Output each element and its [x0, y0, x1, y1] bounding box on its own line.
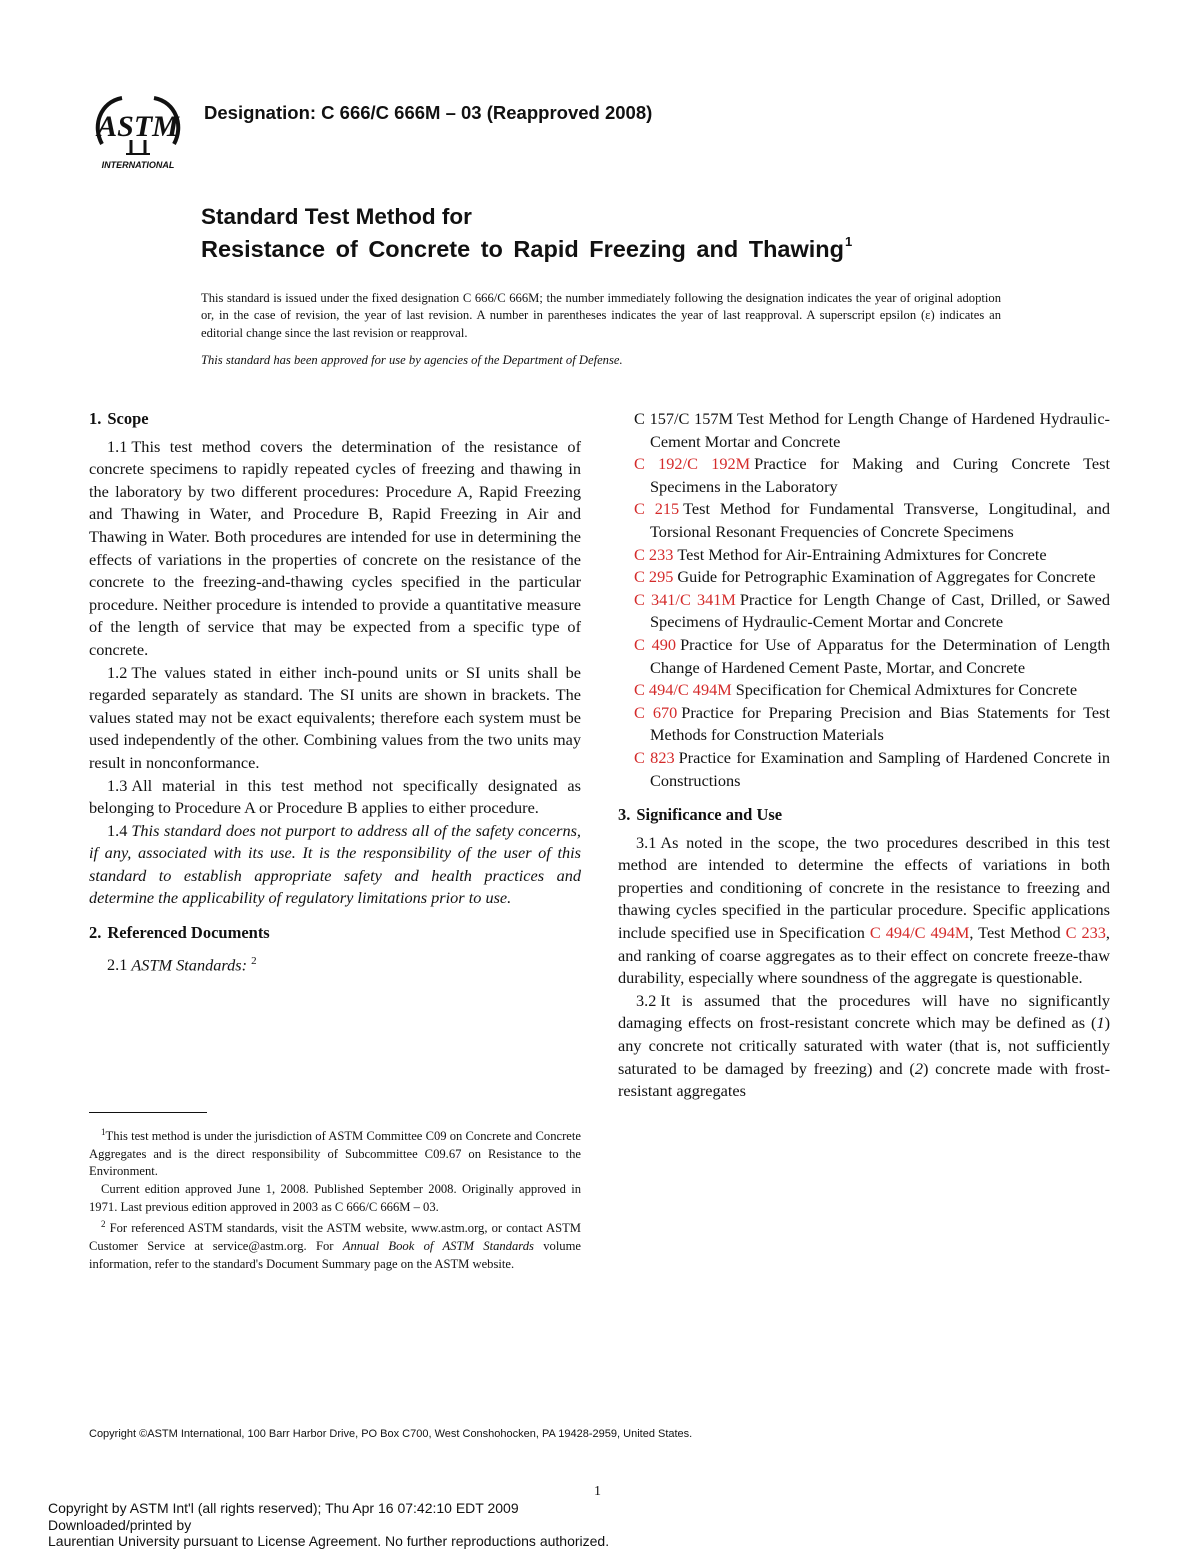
reference-link[interactable]: C 670: [634, 702, 678, 722]
paragraph-2-1: 2.1 ASTM Standards: $^2$: [107, 954, 257, 975]
reference-item: C 192/C 192M Practice for Making and Curing Concrete Test Specimens in the Laboratory: [634, 454, 1110, 496]
inline-reference-link[interactable]: C 233: [1065, 923, 1106, 943]
reference-item: C 823 Practice for Examination and Sampling of Hardened Concrete in Constructions: [634, 747, 1110, 790]
reference-link[interactable]: C 823: [634, 747, 675, 767]
paragraph-3-2: 3.2 It is assumed that the procedures will have no significantly damaging effects on frost-resistant concrete which may be defined as (1) any concrete not critically saturated with water (that is, not sufficiently saturated to be damaged by freezing) and (2) concrete made with frost-resistant aggregates: [618, 990, 1110, 1101]
reference-item: C 157/C 157M Test Method for Length Change of Hardened Hydraulic-Cement Mortar and Concrete: [634, 409, 1110, 451]
reference-item: C 233 Test Method for Air-Entraining Admixtures for Concrete: [634, 544, 1047, 564]
inline-reference-link[interactable]: C 494/C 494M: [869, 923, 970, 943]
section-heading-referenced-documents: 2. Referenced Documents: [89, 923, 270, 943]
paragraph-1-3: 1.3 All material in this test method not specifically designated as belonging to Procedure A or Procedure B applies to either procedure.: [89, 775, 581, 818]
reference-link[interactable]: C 295: [634, 567, 674, 587]
designation: Designation: C 666/C 666M – 03 (Reapproved 2008): [204, 102, 653, 123]
paragraph-1-1: 1.1 This test method covers the determination of the resistance of concrete specimens to rapidly repeated cycles of freezing and thawing in the laboratory by two different procedures: Procedure A, Rapid Freezing and Thawing in Water, and Procedure B, Rapid Freezing in Air and Thawing in Water. Both procedures are intended for use in determining the effects of variations in the properties of concrete on the resistance of the concrete to the freezing-and-thawing cycles specified in the particular procedure. Neither procedure is intended to provide a quantitative measure of the length of service that may be expected from a specific type of concrete.: [89, 436, 581, 659]
reference-item: C 341/C 341M Practice for Length Change of Cast, Drilled, or Sawed Specimens of Hydraulic-Cement Mortar and Concrete: [634, 589, 1110, 632]
paragraph-1-2: 1.2 The values stated in either inch-pound units or SI units shall be regarded separately as standard. The SI units are shown in brackets. The values stated may not be exact equivalents; therefore each system must be used independently of the other. Combining values from the two units may result in nonconformance.: [89, 662, 581, 772]
reference-code: C 157/C 157M: [634, 409, 734, 428]
title-line-1: Standard Test Method for: [201, 204, 472, 229]
section-heading-scope: 1. Scope: [89, 409, 149, 428]
section-heading-significance: 3. Significance and Use: [618, 805, 783, 825]
copyright-line: Copyright ©ASTM International, 100 Barr Harbor Drive, PO Box C700, West Conshohocken, PA 19428-2959, United States.: [89, 1428, 693, 1440]
license-notice: [48, 1500, 609, 1550]
reference-item: C 494/C 494M Specification for Chemical Admixtures for Concrete: [634, 680, 1078, 700]
paragraph-3-1: 3.1 As noted in the scope, the two procedures described in this test method are intended to determine the effects of variations in both properties and conditioning of concrete in the resistance to freezing and thawing cycles specified in the particular procedure. Specific applications include specified use in Specification C 494/C 494M, Test Method C 233, and ranking of coarse aggregates as to their effect on concrete freeze-thaw durability, especially where soundness of the aggregate is questionable.: [618, 832, 1110, 988]
issue-note: This standard is issued under the fixed designation C 666/C 666M; the number immediately following the designation indicates the year of original adoption or, in the case of revision, the year of last revision. A number in parentheses indicates the year of last reapproval. A superscript epsilon (ε) indicates an editorial change since the last revision or reapproval.: [201, 291, 1001, 340]
reference-link[interactable]: C 490: [634, 634, 677, 654]
footnote-1: $^1$This test method is under the jurisdiction of ASTM Committee C09 on Concrete and Concrete Aggregates and is the direct responsibility of Subcommittee C09.67 on Resistance to the Environment.: [89, 1127, 581, 1179]
dod-note: This standard has been approved for use by agencies of the Department of Defense.: [201, 353, 623, 367]
footnote-rule: [89, 1112, 207, 1113]
right-column: [618, 408, 1110, 1103]
paragraph-1-4: 1.4 This standard does not purport to address all of the safety concerns, if any, associated with its use. It is the responsibility of the user of this standard to establish appropriate safety and health practices and determine the applicability of regulatory limitations prior to use.: [89, 820, 581, 908]
footnote-1-edition: Current edition approved June 1, 2008. Published September 2008. Originally approved in 1971. Last previous edition approved in 2003 as C 666/C 666M – 03.: [89, 1181, 581, 1214]
footnotes: [89, 1124, 581, 1273]
license-line-2: Downloaded/printed by: [48, 1516, 192, 1533]
title-line-2: [201, 234, 852, 263]
title-footnote-mark: 1: [845, 234, 853, 249]
reference-link[interactable]: C 192/C 192M: [634, 454, 751, 474]
footnote-2: $^2$ For referenced ASTM standards, visit the ASTM website, www.astm.org, or contact ASTM Customer Service at service@astm.org. For Annual Book of ASTM Standards volume information, refer to the standard's Document Summary page on the ASTM website.: [89, 1219, 581, 1271]
reference-link[interactable]: C 341/C 341M: [634, 589, 736, 609]
left-column: [89, 408, 581, 977]
logo-text: ASTM: [97, 110, 179, 143]
reference-link[interactable]: C 494/C 494M: [634, 680, 732, 700]
reference-item: C 295 Guide for Petrographic Examination of Aggregates for Concrete: [634, 567, 1096, 587]
reference-item: C 670 Practice for Preparing Precision and Bias Statements for Test Methods for Construction Materials: [634, 702, 1110, 745]
title-text: Resistance of Concrete to Rapid Freezing and Thawing: [201, 236, 845, 262]
reference-link[interactable]: C 215: [634, 499, 680, 519]
page-number: 1: [594, 1484, 601, 1499]
reference-list: [618, 408, 1110, 792]
license-line-3: Laurentian University pursuant to License Agreement. No further reproductions authorized.: [48, 1533, 610, 1549]
reference-link[interactable]: C 233: [634, 544, 674, 564]
logo-subtext: INTERNATIONAL: [101, 160, 175, 170]
astm-logo: [88, 92, 188, 172]
reference-item: C 490 Practice for Use of Apparatus for the Determination of Length Change of Hardened Cement Paste, Mortar, and Concrete: [634, 634, 1110, 677]
license-line-1: Copyright by ASTM Int'l (all rights reserved); Thu Apr 16 07:42:10 EDT 2009: [48, 1500, 519, 1516]
reference-item: C 215 Test Method for Fundamental Transverse, Longitudinal, and Torsional Resonant Frequencies of Concrete Specimens: [634, 499, 1110, 541]
